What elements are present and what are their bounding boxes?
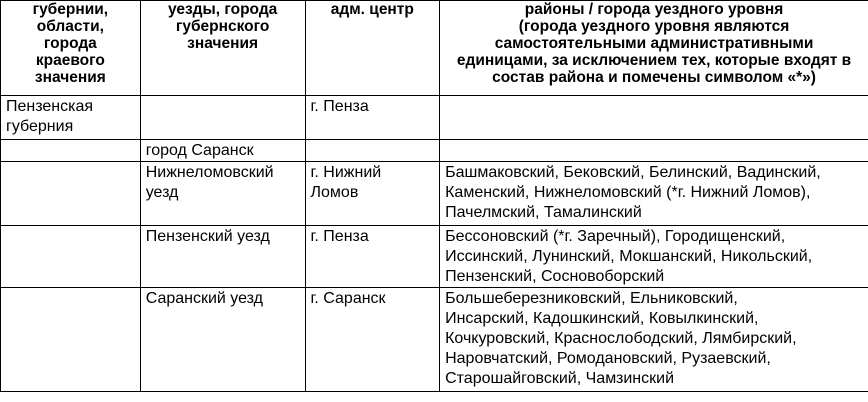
header-admin-center: адм. центр: [305, 1, 440, 96]
center-cell: г. Пенза: [305, 96, 440, 140]
uezd-cell: Нижнеломовский уезд: [140, 162, 305, 226]
header-uezds: уезды, города губернского значения: [140, 1, 305, 96]
districts-cell: Большеберезниковский, Ельниковский, Инсарский, Кадошкинский, Ковылкинский, Кочкуровский, Краснослободский, Лямбирский, Наровчатский, Ромодановский, Рузаевский, Старошайговский, Чамзинский: [440, 288, 868, 392]
center-cell: г. Пенза: [305, 226, 440, 288]
table-row: [1, 96, 868, 140]
governorate-cell: [1, 162, 141, 226]
governorate-cell: [1, 226, 141, 288]
governorate-cell: [1, 288, 141, 392]
center-cell: г. Саранск: [305, 288, 440, 392]
uezd-cell: город Саранск: [140, 140, 305, 162]
uezd-cell: Пензенский уезд: [140, 226, 305, 288]
districts-cell: Бессоновский (*г. Заречный), Городищенский, Иссинский, Лунинский, Мокшанский, Никольский, Пензенский, Сосновоборский: [440, 226, 868, 288]
header-governorates: губернии, области, города краевого значения: [1, 1, 141, 96]
districts-cell: Башмаковский, Бековский, Белинский, Вадинский, Каменский, Нижнеломовский (*г. Нижний Ломов), Пачелмский, Тамалинский: [440, 162, 868, 226]
center-cell: г. Нижний Ломов: [305, 162, 440, 226]
uezd-cell: Саранский уезд: [140, 288, 305, 392]
table-row: [1, 140, 868, 162]
table-row: [1, 162, 868, 226]
header-districts: районы / города уездного уровня (города уездного уровня являются самостоятельными административными единицами, за исключением тех, которые входят в состав района и помечены символом «*»): [440, 1, 868, 96]
uezd-cell: [140, 96, 305, 140]
governorate-cell: [1, 140, 141, 162]
table-row: [1, 288, 868, 392]
center-cell: [305, 140, 440, 162]
table-row: [1, 226, 868, 288]
districts-cell: [440, 96, 868, 140]
header-row: [1, 1, 868, 96]
governorate-cell: Пензенская губерния: [1, 96, 141, 140]
districts-cell: [440, 140, 868, 162]
